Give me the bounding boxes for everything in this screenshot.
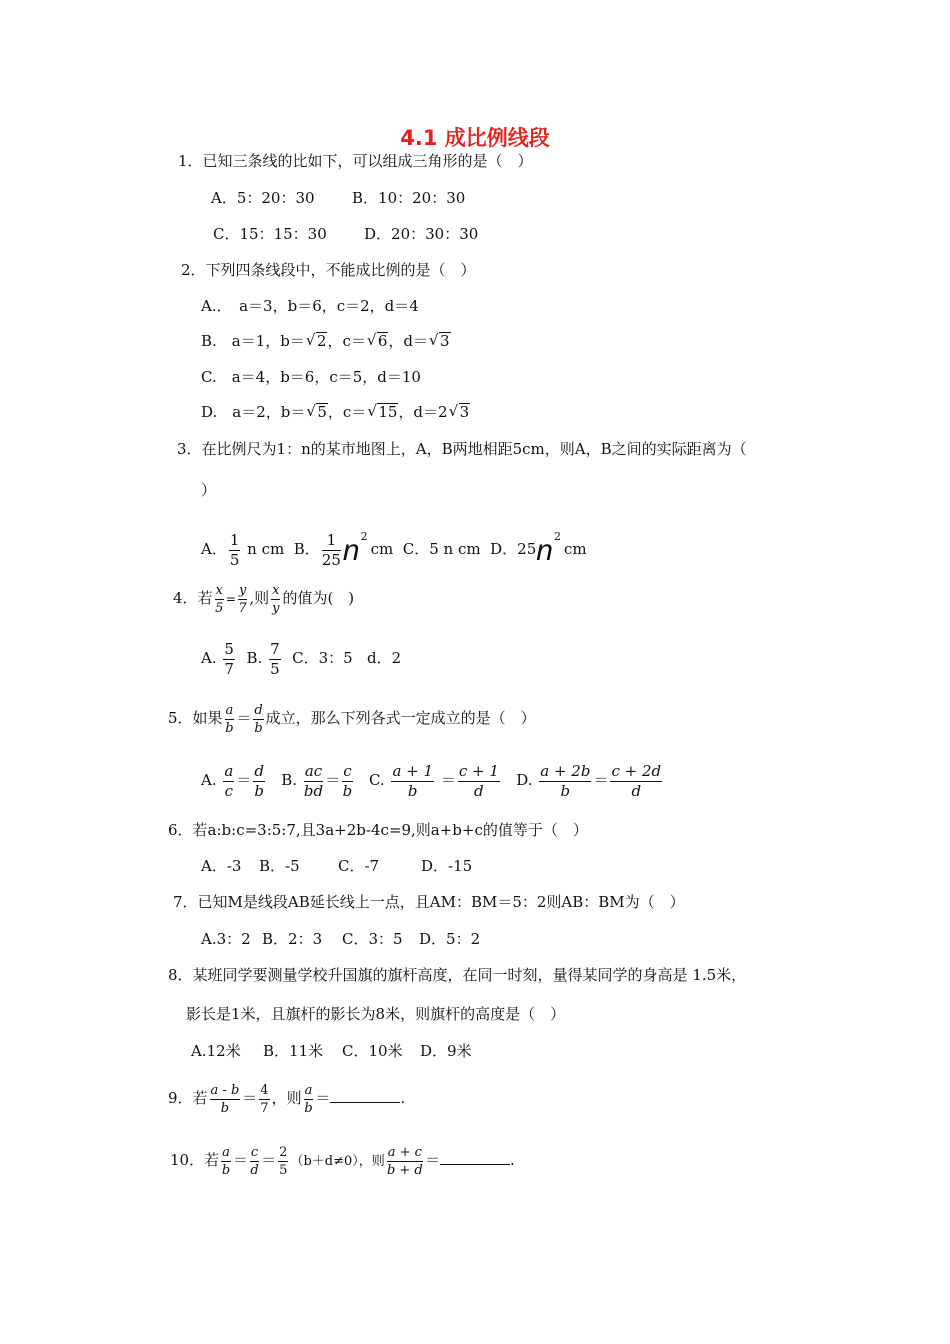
fraction: [321, 530, 341, 569]
denominator: d: [631, 781, 642, 800]
stem-text: ，则: [271, 1089, 302, 1107]
denominator: c: [224, 781, 234, 800]
fraction: [304, 1084, 314, 1115]
equals-sign: ＝: [325, 771, 341, 789]
numerator: a: [224, 761, 234, 780]
fraction: [223, 761, 234, 800]
radicand: 5: [317, 403, 327, 421]
fraction: [278, 1146, 288, 1177]
option-a-label: A．: [201, 540, 227, 558]
fraction: [215, 584, 224, 615]
option-c: [369, 762, 502, 799]
question-7-stem: 7．已知M是线段AB延长线上一点，且AM：BM＝5：2则AB：BM为（ ）: [173, 893, 685, 911]
numerator: d: [254, 761, 264, 780]
numerator: c: [343, 761, 352, 780]
denominator: b: [254, 781, 264, 800]
fraction: [253, 761, 265, 800]
answer-blank[interactable]: [440, 1150, 510, 1165]
numerator: a + c: [387, 1144, 422, 1160]
stem-text: 4．若: [173, 589, 213, 607]
period: .: [400, 1089, 406, 1107]
variable-n: n: [342, 534, 360, 567]
option-a: [201, 762, 267, 799]
equals-sign: ＝: [440, 771, 456, 789]
radicand: 6: [377, 332, 388, 350]
question-3-stem-line1: 3．在比例尺为1：n的某市地图上，A，B两地相距5cm，则A，B之间的实际距离为（: [177, 440, 747, 458]
fraction: [269, 639, 281, 678]
numerator: 1: [322, 533, 341, 551]
fraction: [253, 704, 263, 735]
equals-sign: ＝: [261, 1151, 277, 1169]
option-label: B.: [281, 771, 298, 789]
stem-text: 9．若: [168, 1089, 208, 1107]
numerator: 4: [260, 1082, 269, 1098]
denominator: y: [272, 600, 280, 616]
option-b-unit: cm: [370, 540, 394, 558]
question-4-options: [201, 640, 401, 677]
exponent: 2: [360, 530, 368, 543]
fraction: [610, 761, 662, 800]
sqrt-2: [306, 331, 328, 351]
sqrt-3: [449, 402, 471, 422]
denominator: b: [560, 781, 571, 800]
option-text: D. a＝2，b＝: [201, 403, 306, 421]
question-6-option-c: C．-7: [338, 857, 380, 875]
numerator: a - b: [210, 1082, 240, 1098]
radicand: 3: [459, 403, 470, 421]
question-6-stem: 6．若a:b:c=3:5:7,且3a+2b-4c=9,则a+b+c的值等于（ ）: [168, 821, 588, 839]
stem-text: ,则: [249, 589, 270, 607]
denominator: b: [304, 1100, 313, 1116]
fraction: [259, 1084, 269, 1115]
numerator: c: [250, 1144, 259, 1160]
fraction: [229, 530, 241, 569]
equals-sign: ＝: [424, 1151, 440, 1169]
option-d-label: D．25: [490, 540, 537, 558]
sqrt-6: [367, 331, 389, 351]
denominator: 7: [260, 1100, 269, 1116]
question-8-stem-line2: 影长是1米，且旗杆的影长为8米，则旗杆的高度是（ ）: [186, 1005, 566, 1023]
option-b: [281, 762, 354, 799]
numerator: a: [304, 1082, 313, 1098]
question-8-stem-line1: 8．某班同学要测量学校升国旗的旗杆高度，在同一时刻，量得某同学的身高是 1.5米，: [168, 966, 747, 984]
denominator: b: [254, 720, 263, 736]
question-9: [168, 1078, 405, 1118]
denominator: 25: [321, 550, 341, 569]
question-1-option-d: D．20：30：30: [364, 225, 479, 243]
numerator: c + 1: [458, 761, 499, 780]
numerator: d: [254, 702, 263, 718]
numerator: 7: [270, 639, 280, 658]
question-2-option-b: [201, 331, 451, 351]
denominator: b + d: [386, 1162, 423, 1178]
sqrt-3: [429, 331, 451, 351]
fraction: [391, 761, 434, 800]
question-1-option-c: C．15：15：30: [213, 225, 327, 243]
denominator: 5: [215, 600, 224, 616]
denominator: b: [407, 781, 418, 800]
radicand: 2: [316, 332, 327, 350]
equals-sign: =: [225, 592, 236, 606]
numerator: a + 1: [392, 761, 434, 780]
page-title: 4.1 成比例线段: [400, 126, 550, 150]
option-label: D.: [516, 771, 533, 789]
option-text: ，d＝2: [398, 403, 448, 421]
question-1-stem: 1．已知三条线的比如下，可以组成三角形的是（ ）: [178, 152, 533, 170]
question-8-option-a: A.12米: [191, 1042, 241, 1060]
option-text: ，d＝: [388, 332, 428, 350]
denominator: b: [220, 1100, 230, 1116]
denominator: 5: [279, 1162, 288, 1178]
equals-sign: ＝: [593, 771, 609, 789]
question-8-option-c: C．10米: [342, 1042, 403, 1060]
denominator: d: [250, 1162, 259, 1178]
option-text: B. a＝1，b＝: [201, 332, 305, 350]
question-10: [170, 1140, 515, 1182]
question-7-option-a: A.3：2: [201, 930, 251, 948]
option-text: ，c＝: [327, 332, 366, 350]
option-d: [516, 762, 664, 799]
numerator: a + 2b: [540, 761, 591, 780]
option-a-label: A.: [201, 649, 217, 667]
fraction: [210, 1084, 241, 1115]
fraction: [238, 584, 247, 615]
option-c: C．3：5: [292, 649, 353, 667]
option-c: C．5 n cm: [402, 540, 481, 558]
denominator: 5: [229, 550, 240, 569]
numerator: c + 2d: [611, 761, 662, 780]
question-6-option-d: D．-15: [421, 857, 473, 875]
numerator: a: [222, 1144, 230, 1160]
fraction: [303, 761, 324, 800]
sqrt-5: [306, 402, 328, 422]
option-b-label: B.: [246, 649, 263, 667]
option-label: A.: [201, 771, 217, 789]
question-2-option-a: A.． a＝3，b＝6，c＝2，d＝4: [201, 297, 419, 315]
radicand: 15: [378, 403, 398, 421]
radicand: 3: [440, 332, 450, 350]
option-text: ，c＝: [327, 403, 367, 421]
condition-text: （b＋d≠0），则: [290, 1154, 385, 1169]
question-6-option-a: A．-3: [201, 857, 242, 875]
question-4-stem: [173, 580, 354, 617]
question-2-option-c: C. a＝4，b＝6，c＝5，d＝10: [201, 368, 421, 386]
numerator: a: [225, 702, 234, 718]
denominator: b: [342, 781, 353, 800]
question-6-option-b: B．-5: [259, 857, 300, 875]
numerator: x: [215, 582, 223, 598]
answer-blank[interactable]: [330, 1088, 400, 1103]
numerator: 2: [279, 1144, 288, 1160]
denominator: d: [474, 781, 484, 800]
option-d: d．2: [367, 649, 402, 667]
stem-text: 5．如果: [168, 709, 223, 727]
denominator: 5: [270, 659, 280, 678]
question-7-option-d: D．5：2: [419, 930, 481, 948]
question-3-stem-line2: ）: [201, 481, 217, 499]
sqrt-15: [367, 402, 398, 422]
option-d-unit: cm: [563, 540, 587, 558]
equals-sign: ＝: [236, 771, 252, 789]
denominator: b: [221, 1162, 231, 1178]
question-5-stem: [168, 700, 536, 736]
option-b-label: B．: [293, 540, 320, 558]
fraction: [250, 1146, 259, 1177]
option-a-unit: n cm: [247, 540, 285, 558]
numerator: 5: [224, 639, 234, 658]
equals-sign: ＝: [315, 1089, 331, 1107]
question-2-stem: 2．下列四条线段中，不能成比例的是（ ）: [181, 261, 476, 279]
stem-text: 成立，那么下列各式一定成立的是（ ）: [265, 709, 536, 727]
numerator: x: [272, 582, 280, 598]
fraction: [271, 584, 280, 615]
denominator: b: [225, 720, 234, 736]
numerator: ac: [304, 761, 323, 780]
question-1-option-b: B．10：20：30: [352, 189, 466, 207]
equals-sign: ＝: [242, 1089, 258, 1107]
question-8-option-d: D．9米: [420, 1042, 472, 1060]
question-7-option-b: B．2：3: [262, 930, 323, 948]
fraction: [225, 704, 235, 735]
question-3-options: [201, 519, 587, 569]
question-1-option-a: A．5：20：30: [211, 189, 315, 207]
stem-text: 10．若: [170, 1151, 220, 1169]
denominator: bd: [303, 781, 324, 800]
option-label: C.: [368, 771, 385, 789]
numerator: y: [238, 582, 247, 598]
question-7-option-c: C．3：5: [342, 930, 403, 948]
stem-text: 的值为( ): [282, 589, 355, 607]
period: .: [509, 1151, 515, 1169]
equals-sign: ＝: [232, 1151, 248, 1169]
variable-n: n: [536, 534, 553, 567]
fraction: [342, 761, 353, 800]
denominator: 7: [224, 659, 234, 678]
question-5-options: [201, 762, 664, 799]
numerator: 1: [229, 530, 240, 549]
denominator: 7: [238, 600, 247, 616]
fraction: [387, 1146, 423, 1177]
equals-sign: ＝: [236, 709, 252, 727]
fraction: [458, 761, 500, 800]
exponent: 2: [553, 530, 561, 543]
question-2-option-d: [201, 402, 470, 422]
question-8-option-b: B．11米: [263, 1042, 324, 1060]
fraction: [223, 639, 235, 678]
fraction: [221, 1146, 231, 1177]
fraction: [539, 761, 591, 800]
